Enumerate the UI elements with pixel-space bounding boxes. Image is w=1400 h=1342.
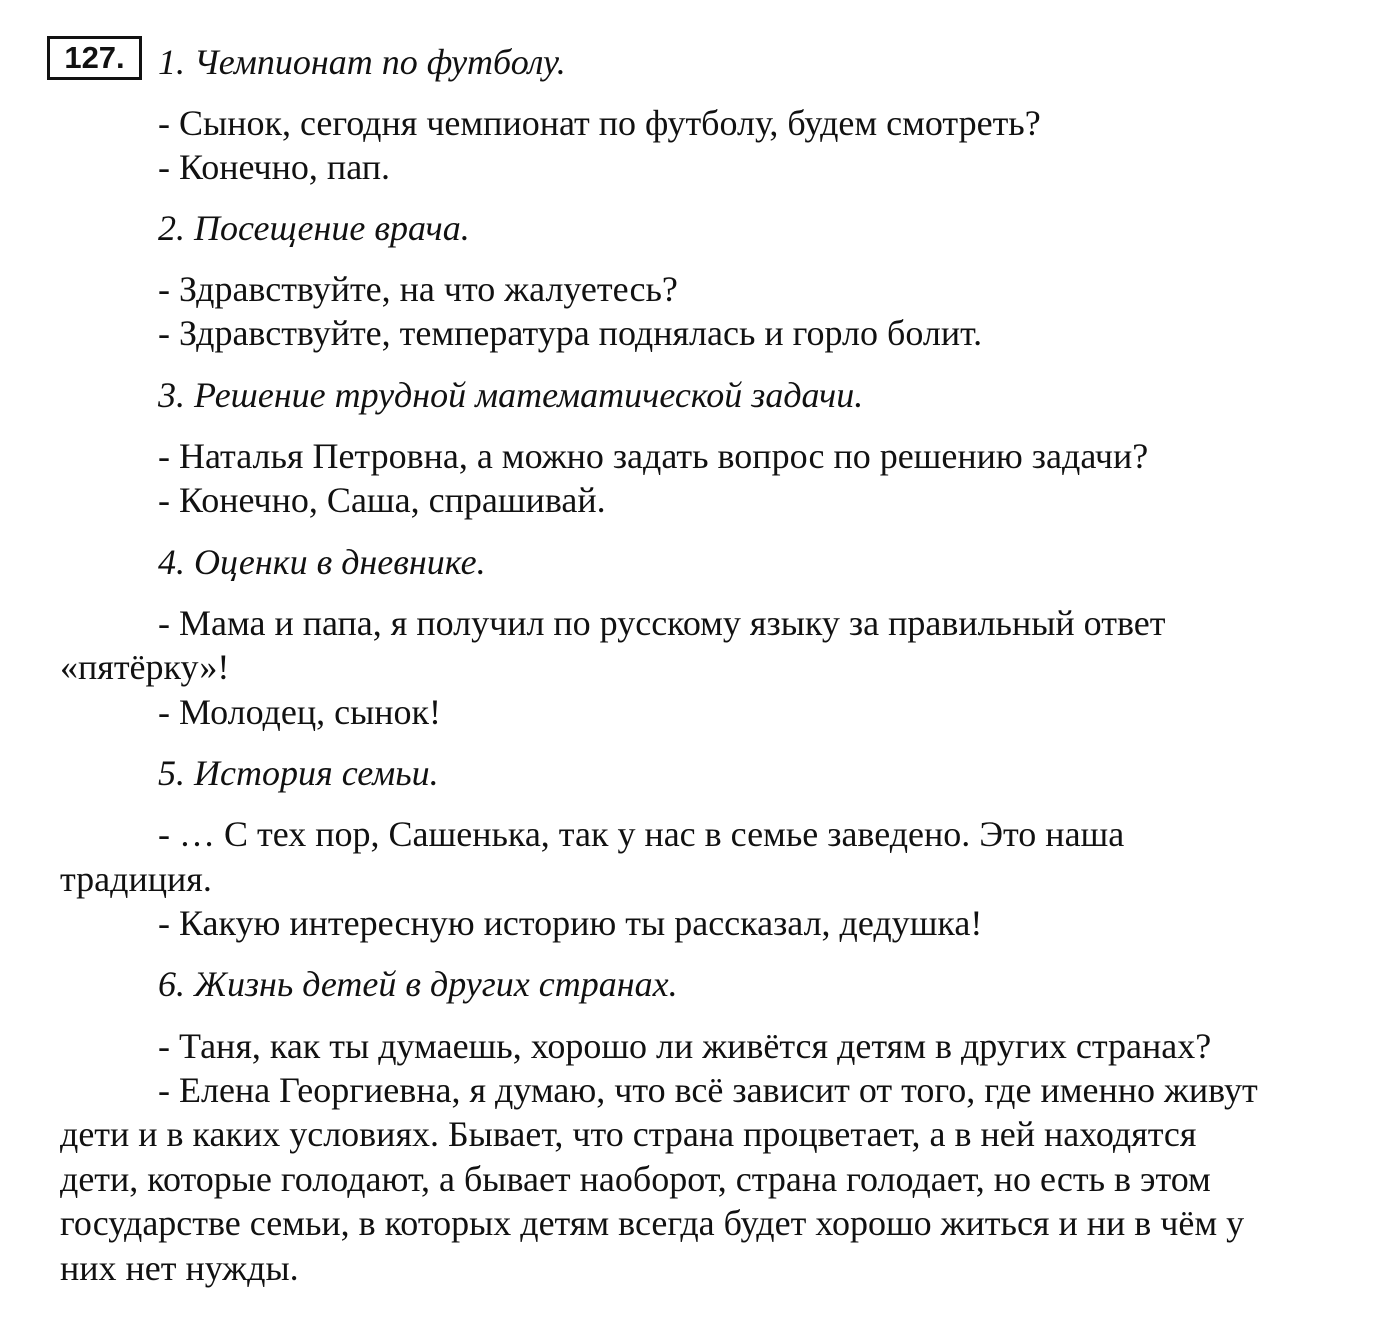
dialogue-line: - Конечно, Саша, спрашивай. (158, 480, 606, 520)
dialogue-line-continued: «пятёрку»! (60, 647, 230, 687)
dialogue-line: - Какую интересную историю ты рассказал, дедушка! (158, 903, 983, 943)
dialogue-line-continued: государстве семьи, в которых детям всегда будет хорошо житься и ни в чём у (60, 1203, 1245, 1243)
topic-heading-family: 5. История семьи. (158, 753, 439, 793)
dialogue-line: - Конечно, пап. (158, 147, 390, 187)
dialogue-line: - Здравствуйте, температура поднялась и горло болит. (158, 313, 983, 353)
topic-heading-doctor: 2. Посещение врача. (158, 208, 470, 248)
dialogue-line: - Таня, как ты думаешь, хорошо ли живётся детям в других странах? (158, 1026, 1212, 1066)
dialogue-line-continued: них нет нужды. (60, 1248, 299, 1288)
dialogue-line: - Мама и папа, я получил по русскому языку за правильный ответ (158, 603, 1166, 643)
dialogue-line-continued: дети, которые голодают, а бывает наоборот, страна голодает, но есть в этом (60, 1159, 1211, 1199)
dialogue-line: - Наталья Петровна, а можно задать вопрос по решению задачи? (158, 436, 1149, 476)
dialogue-line: - Елена Георгиевна, я думаю, что всё зависит от того, где именно живут (158, 1070, 1258, 1110)
dialogue-line-continued: традиция. (60, 859, 212, 899)
dialogue-line: - Сынок, сегодня чемпионат по футболу, будем смотреть? (158, 103, 1041, 143)
topic-heading-football: 1. Чемпионат по футболу. (158, 42, 566, 82)
exercise-number-box: 127. (47, 36, 142, 80)
dialogue-line: - … С тех пор, Сашенька, так у нас в семье заведено. Это наша (158, 814, 1125, 854)
topic-heading-diary: 4. Оценки в дневнике. (158, 542, 486, 582)
topic-heading-children: 6. Жизнь детей в других странах. (158, 964, 678, 1004)
dialogue-line: - Здравствуйте, на что жалуетесь? (158, 269, 678, 309)
topic-heading-math: 3. Решение трудной математической задачи. (158, 375, 864, 415)
dialogue-line: - Молодец, сынок! (158, 692, 442, 732)
dialogue-line-continued: дети и в каких условиях. Бывает, что страна процветает, а в ней находятся (60, 1114, 1197, 1154)
